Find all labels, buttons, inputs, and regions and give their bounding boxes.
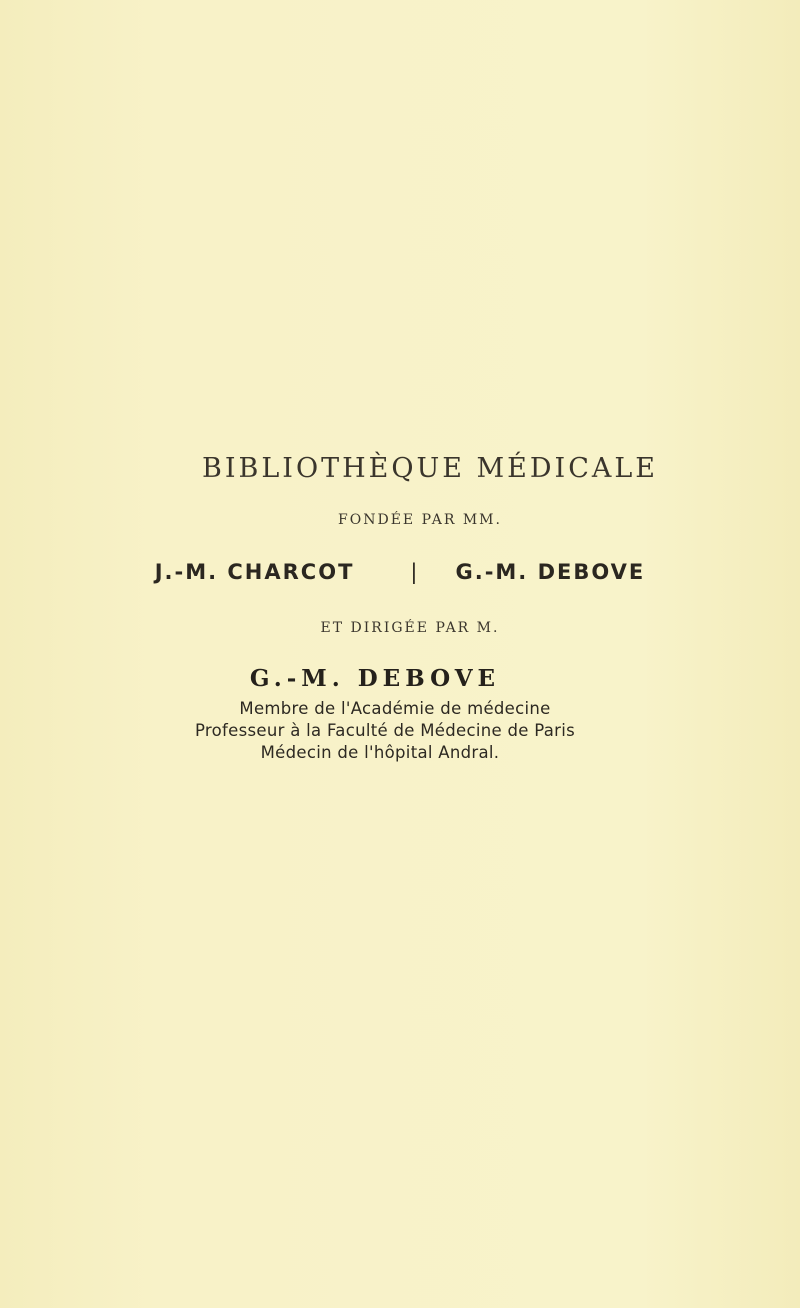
founder-debove: G.-M. DEBOVE [455,560,646,584]
founder-charcot: J.-M. CHARCOT [154,560,355,584]
credential-line: Professeur à la Faculté de Médecine de Paris [194,721,576,740]
founded-by-label: FONDÉE PAR MM. [338,512,502,528]
series-title: BIBLIOTHÈQUE MÉDICALE [202,453,658,484]
credential-line: Membre de l'Académie de médecine [239,699,551,718]
founders-separator: | [410,560,420,584]
founders-line [0,560,800,584]
directed-by-label: ET DIRIGÉE PAR M. [320,620,500,636]
director-name: G.-M. DEBOVE [249,665,501,692]
credential-line: Médecin de l'hôpital Andral. [260,743,500,762]
